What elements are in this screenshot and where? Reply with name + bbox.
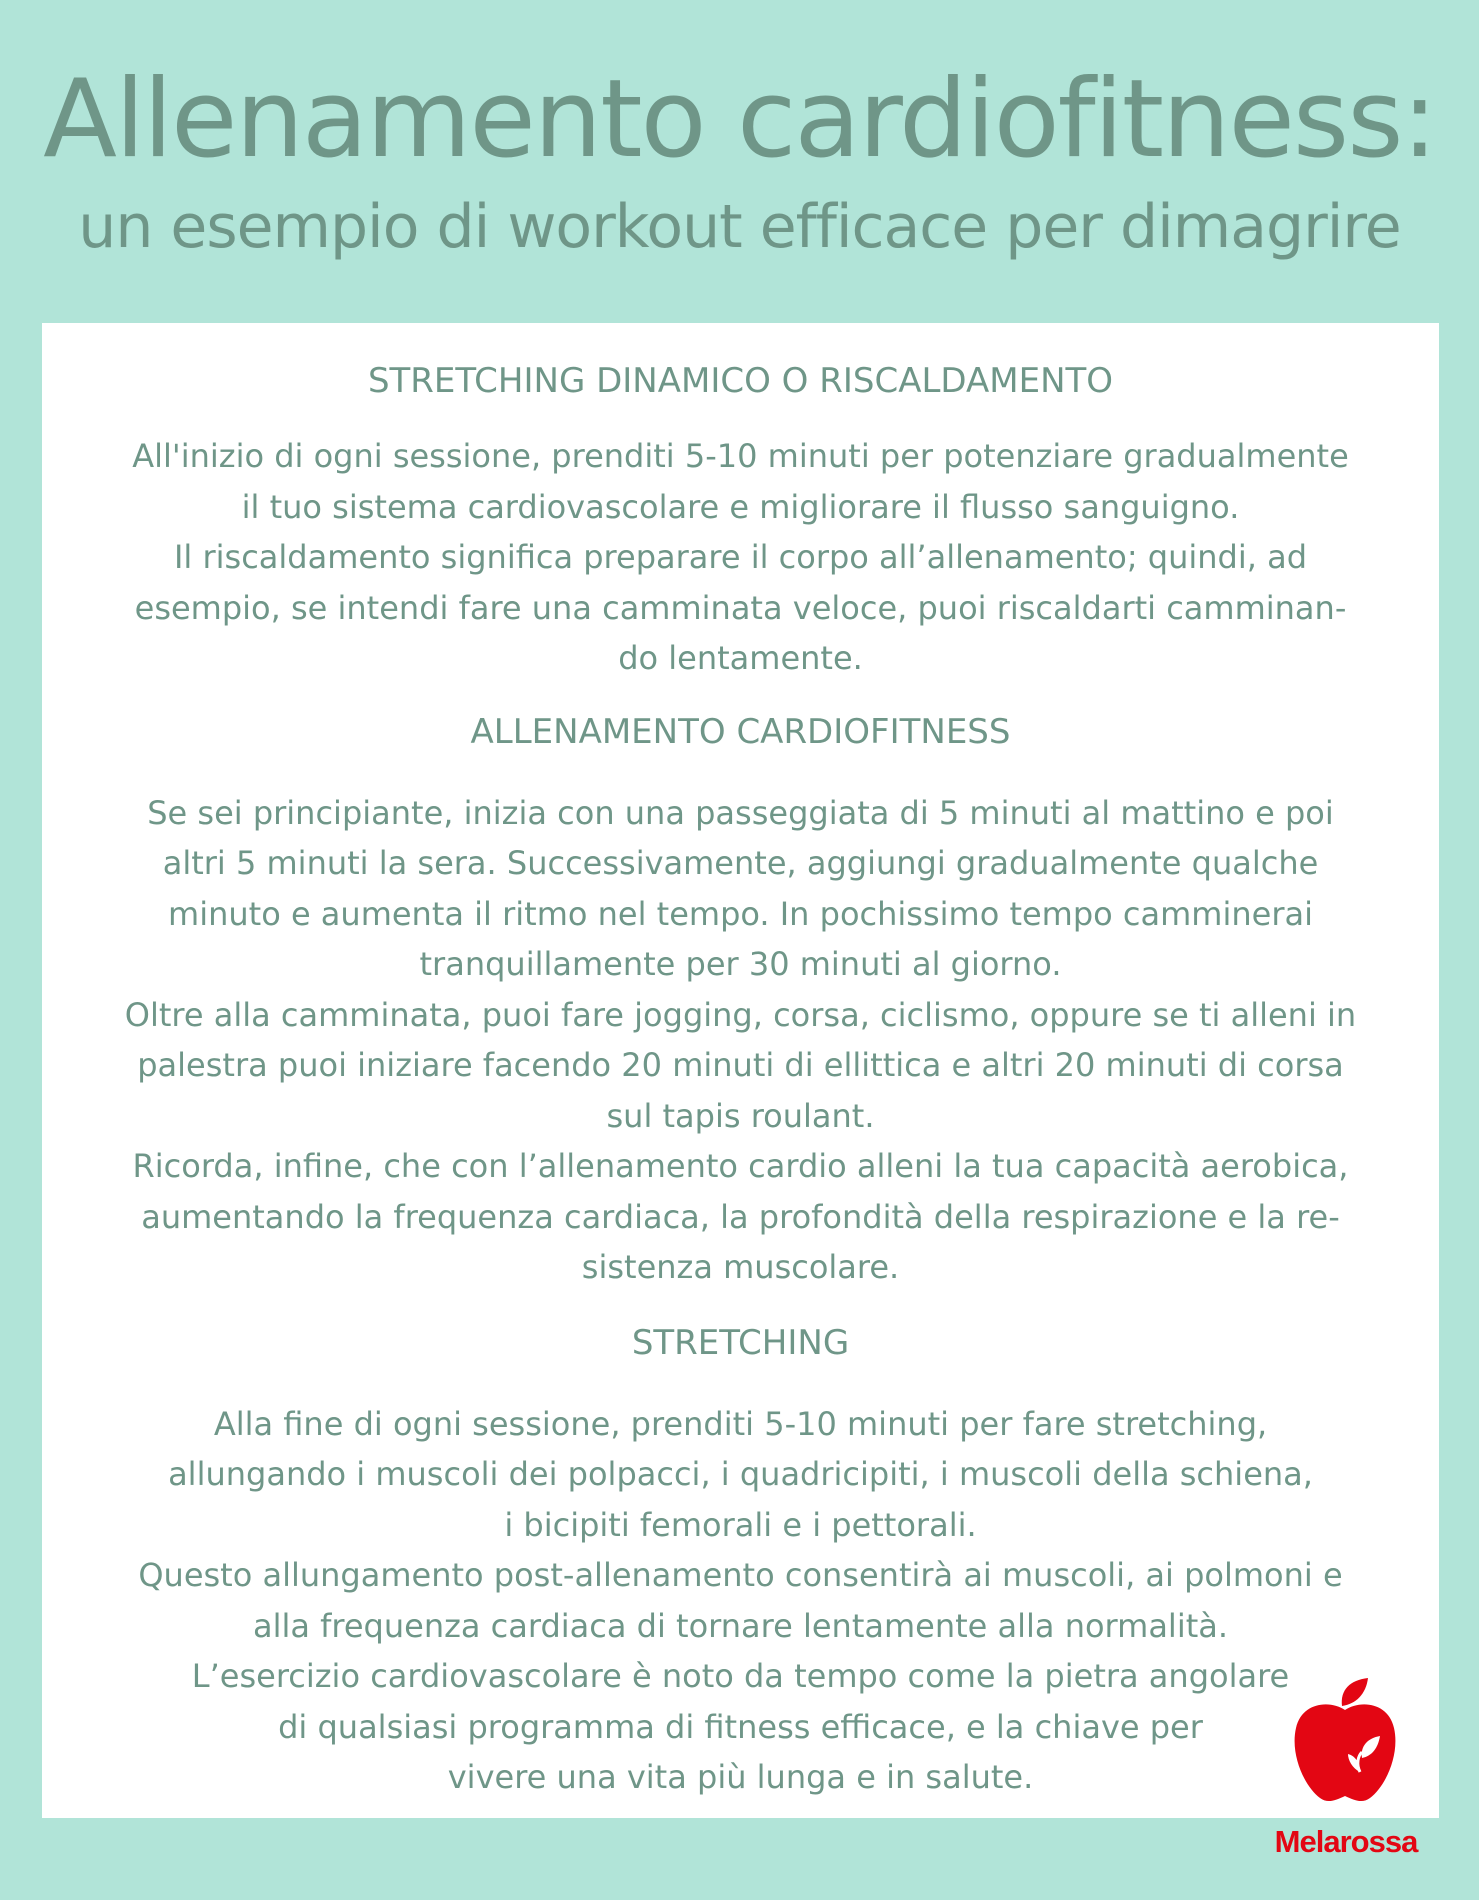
text-line: alla frequenza cardiaca di tornare lentamente alla normalità. <box>252 1606 1229 1645</box>
section-heading: STRETCHING DINAMICO O RISCALDAMENTO <box>367 361 1114 401</box>
section-heading: ALLENAMENTO CARDIOFITNESS <box>470 711 1011 752</box>
text-line: aumentando la frequenza cardiaca, la profondità della respirazione e la re- <box>141 1197 1340 1236</box>
text-line: Il riscaldamento significa preparare il corpo all’allenamento; quindi, ad <box>173 538 1308 576</box>
content-body <box>82 359 1399 1803</box>
page-title: Allenamento cardiofitness: <box>43 57 1436 182</box>
text-line: sul tapis roulant. <box>606 1096 875 1135</box>
text-line: vivere una vita più lunga e in salute. <box>447 1758 1034 1796</box>
text-line: Ricorda, infine, che con l’allenamento cardio alleni la tua capacità aerobica, <box>132 1147 1349 1185</box>
text-line: i bicipiti femorali e i pettorali. <box>504 1505 977 1544</box>
text-line: Alla fine di ogni sessione, prenditi 5-10 minuti per fare stretching, <box>213 1404 1268 1443</box>
text-line: Se sei principiante, inizia con una passeggiata di 5 minuti al mattino e poi <box>147 793 1334 832</box>
section-text <box>82 1399 1399 1803</box>
section-stretching <box>82 1321 1399 1803</box>
text-line: L’esercizio cardiovascolare è noto da tempo come la pietra angolare <box>191 1657 1290 1695</box>
text-line: palestra puoi iniziare facendo 20 minuti di ellittica e altri 20 minuti di corsa <box>137 1046 1344 1084</box>
page-subtitle: un esempio di workout efficace per dimagrire <box>78 192 1401 262</box>
section-text <box>82 788 1399 1293</box>
text-line: All'inizio di ogni sessione, prenditi 5-10 minuti per potenziare gradualmente <box>132 437 1349 475</box>
section-heading: STRETCHING <box>631 1322 850 1363</box>
text-line: Oltre alla camminata, puoi fare jogging, corsa, ciclismo, oppure se ti alleni in <box>124 995 1357 1034</box>
text-line: allungando i muscoli dei polpacci, i quadricipiti, i muscoli della schiena, <box>168 1455 1313 1493</box>
text-line: Questo allungamento post-allenamento consentirà ai muscoli, ai polmoni e <box>138 1556 1343 1594</box>
text-line: sistenza muscolare. <box>581 1248 900 1286</box>
text-line: di qualsiasi programma di fitness efficace, e la chiave per <box>278 1707 1203 1746</box>
section-warmup <box>82 359 1399 684</box>
header <box>0 55 1479 265</box>
text-line: tranquillamente per 30 minuti al giorno. <box>419 945 1062 983</box>
text-line: do lentamente. <box>618 639 863 677</box>
text-line: altri 5 minuti la sera. Successivamente, aggiungi gradualmente qualche <box>162 844 1319 882</box>
section-text <box>82 431 1399 684</box>
brand-name: Melarossa <box>1274 1824 1418 1859</box>
apple-icon <box>1290 1676 1400 1806</box>
text-line: il tuo sistema cardiovascolare e migliorare il flusso sanguigno. <box>241 487 1240 526</box>
brand-logo <box>1256 1676 1436 1886</box>
text-line: minuto e aumenta il ritmo nel tempo. In pochissimo tempo camminerai <box>168 894 1313 933</box>
section-cardio <box>82 710 1399 1293</box>
text-line: esempio, se intendi fare una camminata veloce, puoi riscaldarti camminan- <box>134 588 1347 627</box>
content-card <box>42 323 1439 1818</box>
